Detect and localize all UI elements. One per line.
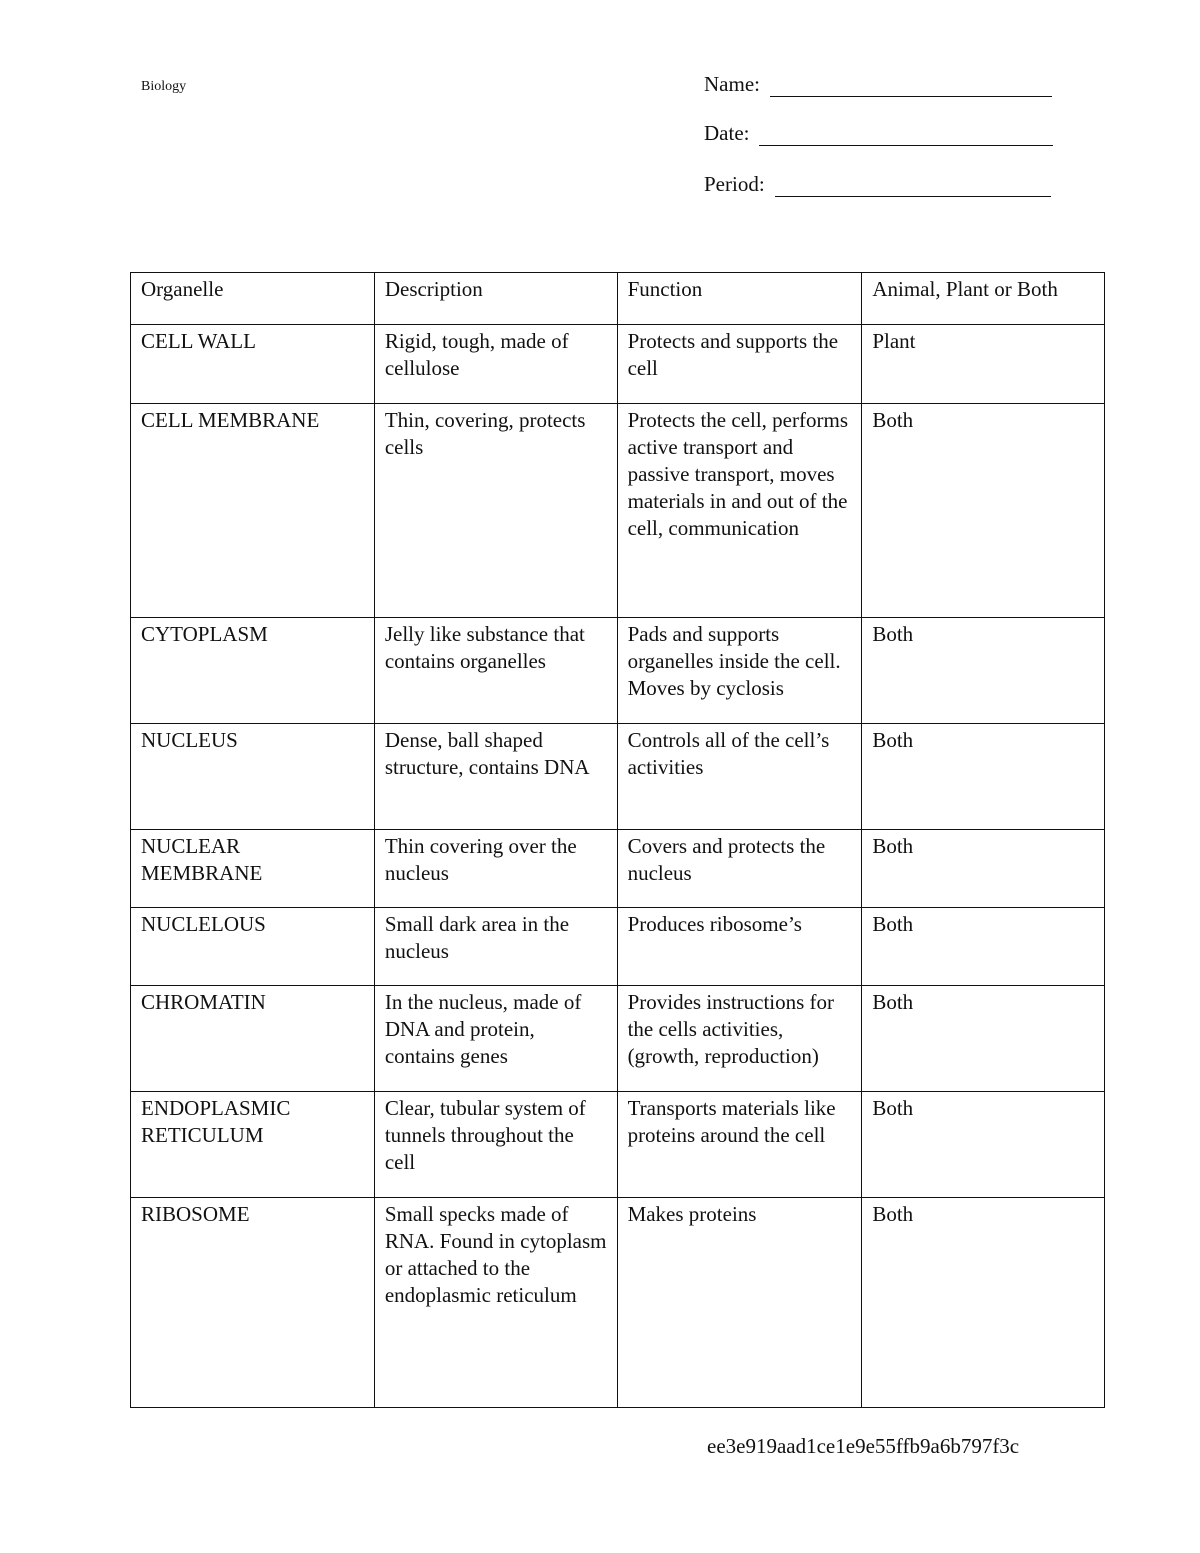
function-cell: Protects the cell, performs active transport and passive transport, moves materials in and out of the cell, communication — [617, 404, 862, 618]
column-header-description: Description — [374, 273, 617, 325]
function-cell: Protects and supports the cell — [617, 325, 862, 404]
description-cell: In the nucleus, made of DNA and protein, contains genes — [374, 986, 617, 1092]
table-row — [131, 1198, 1105, 1408]
organelle-cell: NUCLEUS — [131, 724, 375, 830]
type-cell: Both — [862, 618, 1105, 724]
function-cell: Controls all of the cell’s activities — [617, 724, 862, 830]
organelle-cell: NUCLEAR MEMBRANE — [131, 830, 375, 908]
organelle-cell: CELL WALL — [131, 325, 375, 404]
function-cell: Makes proteins — [617, 1198, 862, 1408]
table-row — [131, 986, 1105, 1092]
column-header-function: Function — [617, 273, 862, 325]
organelle-cell: ENDOPLASMIC RETICULUM — [131, 1092, 375, 1198]
table-row — [131, 404, 1105, 618]
organelle-cell: CHROMATIN — [131, 986, 375, 1092]
subject-label: Biology — [141, 79, 187, 94]
organelle-cell: NUCLELOUS — [131, 908, 375, 986]
date-field — [704, 121, 1053, 146]
column-header-organelle: Organelle — [131, 273, 375, 325]
type-cell: Plant — [862, 325, 1105, 404]
organelle-cell: RIBOSOME — [131, 1198, 375, 1408]
document-hash: ee3e919aad1ce1e9e55ffb9a6b797f3c — [707, 1434, 1020, 1458]
table-row — [131, 724, 1105, 830]
organelle-table — [130, 272, 1105, 1408]
organelle-cell: CELL MEMBRANE — [131, 404, 375, 618]
description-cell: Clear, tubular system of tunnels throughout the cell — [374, 1092, 617, 1198]
description-cell: Thin, covering, protects cells — [374, 404, 617, 618]
table-row — [131, 1092, 1105, 1198]
period-blank-line[interactable] — [775, 176, 1051, 197]
period-field — [704, 172, 1051, 197]
type-cell: Both — [862, 908, 1105, 986]
type-cell: Both — [862, 724, 1105, 830]
description-cell: Dense, ball shaped structure, contains DNA — [374, 724, 617, 830]
type-cell: Both — [862, 404, 1105, 618]
table-row — [131, 830, 1105, 908]
table-row — [131, 325, 1105, 404]
type-cell: Both — [862, 1092, 1105, 1198]
function-cell: Produces ribosome’s — [617, 908, 862, 986]
period-label: Period: — [704, 172, 765, 196]
function-cell: Pads and supports organelles inside the cell. Moves by cyclosis — [617, 618, 862, 724]
description-cell: Jelly like substance that contains organelles — [374, 618, 617, 724]
type-cell: Both — [862, 830, 1105, 908]
name-field — [704, 72, 1052, 97]
function-cell: Provides instructions for the cells activities, (growth, reproduction) — [617, 986, 862, 1092]
description-cell: Thin covering over the nucleus — [374, 830, 617, 908]
organelle-cell: CYTOPLASM — [131, 618, 375, 724]
description-cell: Small specks made of RNA. Found in cytoplasm or attached to the endoplasmic reticulum — [374, 1198, 617, 1408]
name-label: Name: — [704, 72, 760, 96]
name-blank-line[interactable] — [770, 76, 1052, 97]
function-cell: Transports materials like proteins around the cell — [617, 1092, 862, 1198]
date-blank-line[interactable] — [759, 125, 1053, 146]
type-cell: Both — [862, 986, 1105, 1092]
column-header-type: Animal, Plant or Both — [862, 273, 1105, 325]
type-cell: Both — [862, 1198, 1105, 1408]
table-row — [131, 908, 1105, 986]
function-cell: Covers and protects the nucleus — [617, 830, 862, 908]
description-cell: Rigid, tough, made of cellulose — [374, 325, 617, 404]
table-row — [131, 618, 1105, 724]
description-cell: Small dark area in the nucleus — [374, 908, 617, 986]
table-header-row — [131, 273, 1105, 325]
date-label: Date: — [704, 121, 750, 145]
